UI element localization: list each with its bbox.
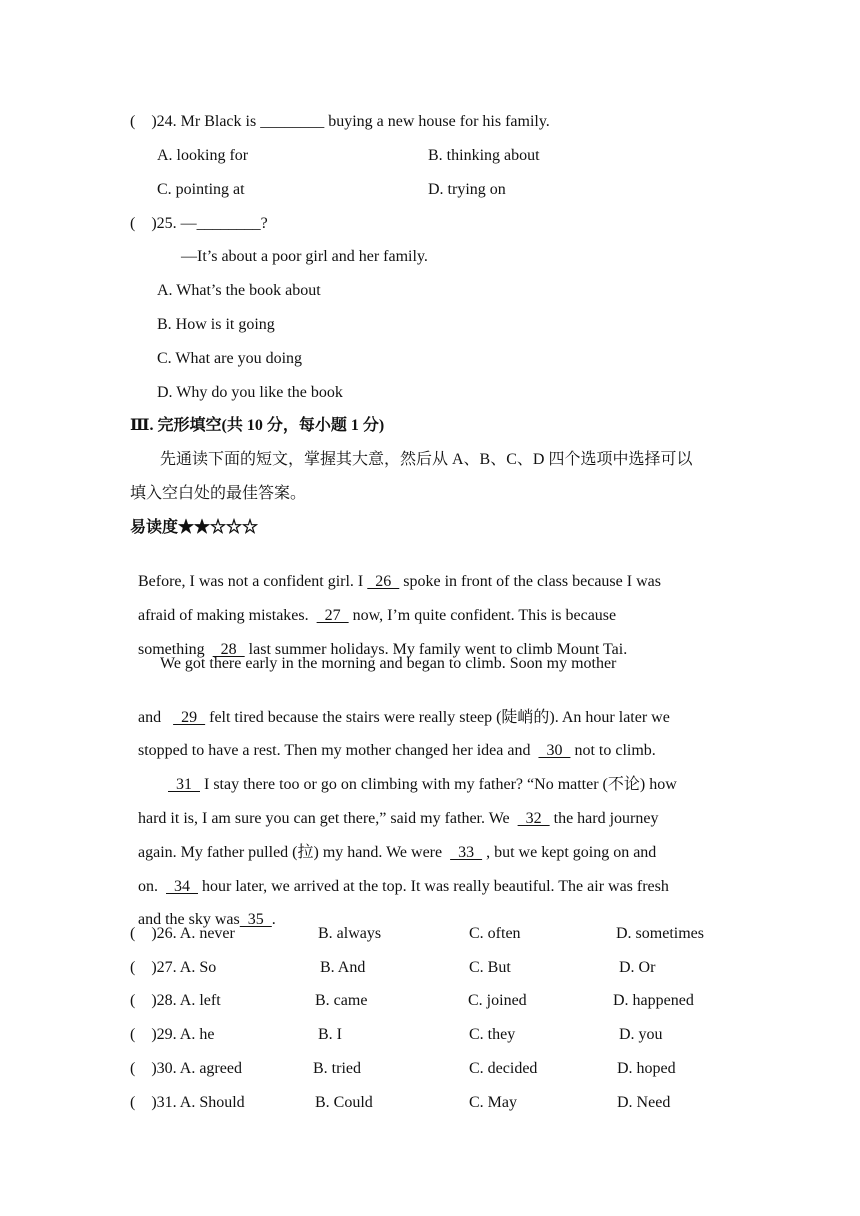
- q31-option-b: B. Could: [315, 1094, 373, 1111]
- section-instruction-line1: 先通读下面的短文，掌握其大意，然后从 A、B、C、D 四个选项中选择可以: [160, 451, 693, 468]
- q28-option-d: D. happened: [613, 992, 694, 1009]
- q25-option-b: B. How is it going: [157, 316, 275, 333]
- blank-26: 26: [367, 573, 400, 590]
- blank-27: 27: [316, 607, 349, 624]
- q27-option-d: D. Or: [619, 959, 656, 976]
- difficulty-rating: 易读度★★☆☆☆: [130, 519, 259, 536]
- q29-option-b: B. I: [318, 1026, 342, 1043]
- passage-text: afraid of making mistakes.: [138, 607, 317, 624]
- q24-option-b: B. thinking about: [428, 147, 540, 164]
- q25-option-c: C. What are you doing: [157, 350, 303, 367]
- blank-28: 28: [212, 641, 245, 658]
- q29-option-d: D. you: [619, 1026, 663, 1043]
- q30-option-b: B. tried: [313, 1060, 361, 1077]
- blank-34: 34: [166, 878, 198, 895]
- q30-option-a: ( )30. A. agreed: [130, 1060, 242, 1077]
- passage-text: Before, I was not a confident girl. I: [138, 573, 368, 590]
- section-heading: Ⅲ. 完形填空(共 10 分，每小题 1 分): [130, 417, 385, 434]
- q26-option-a: ( )26. A. never: [130, 925, 235, 942]
- blank-31: 31: [168, 776, 200, 793]
- q27-option-c: C. But: [469, 959, 511, 976]
- q31-option-a: ( )31. A. Should: [130, 1094, 245, 1111]
- section-instruction-line2: 填入空白处的最佳答案。: [130, 485, 307, 502]
- q26-option-c: C. often: [469, 925, 521, 942]
- q25-option-d: D. Why do you like the book: [157, 384, 343, 401]
- question-25-stem: ( )25. —________?: [130, 215, 268, 232]
- q24-option-a: A. looking for: [157, 147, 249, 164]
- passage-text: and: [138, 709, 174, 726]
- q28-option-a: ( )28. A. left: [130, 992, 221, 1009]
- passage-text: and the sky was: [138, 911, 240, 928]
- question-24-stem: ( )24. Mr Black is ________ buying a new house for his family.: [130, 113, 550, 130]
- passage-text: on.: [138, 878, 166, 895]
- blank-32: 32: [517, 810, 550, 827]
- q27-option-a: ( )27. A. So: [130, 959, 217, 976]
- passage-text: hard it is, I am sure you can get there,” said my father. We: [138, 810, 518, 827]
- q27-option-b: B. And: [320, 959, 366, 976]
- passage-text: stopped to have a rest. Then my mother changed her idea and: [138, 742, 539, 759]
- question-25-reply: —It’s about a poor girl and her family.: [181, 248, 428, 265]
- blank-33: 33: [450, 844, 483, 861]
- passage-text: now, I’m quite confident. This is because: [348, 607, 617, 624]
- q30-option-c: C. decided: [469, 1060, 538, 1077]
- passage-text: something: [138, 641, 213, 658]
- q24-option-c: C. pointing at: [157, 181, 245, 198]
- q29-option-c: C. they: [469, 1026, 516, 1043]
- blank-35: 35: [239, 911, 272, 928]
- blank-30: 30: [538, 742, 571, 759]
- passage-text: felt tired because the stairs were really steep (陡峭的). An hour later we: [205, 709, 670, 726]
- q26-option-d: D. sometimes: [616, 925, 704, 942]
- q28-option-c: C. joined: [468, 992, 527, 1009]
- passage-text: again. My father pulled (拉) my hand. We were: [138, 844, 451, 861]
- q30-option-d: D. hoped: [617, 1060, 676, 1077]
- passage-text: hour later, we arrived at the top. It was really beautiful. The air was fresh: [198, 878, 669, 895]
- q28-option-b: B. came: [315, 992, 368, 1009]
- passage-text: the hard journey: [549, 810, 659, 827]
- passage-text: I stay there too or go on climbing with my father? “No matter (不论) how: [200, 776, 677, 793]
- passage-text: not to climb.: [570, 742, 656, 759]
- q26-option-b: B. always: [318, 925, 382, 942]
- passage-line: We got there early in the morning and began to climb. Soon my mother: [160, 655, 617, 672]
- blank-29: 29: [173, 709, 206, 726]
- q25-option-a: A. What’s the book about: [157, 282, 321, 299]
- passage-text: , but we kept going on and: [482, 844, 657, 861]
- q31-option-d: D. Need: [617, 1094, 671, 1111]
- q31-option-c: C. May: [469, 1094, 517, 1111]
- q24-option-d: D. trying on: [428, 181, 506, 198]
- q29-option-a: ( )29. A. he: [130, 1026, 215, 1043]
- passage-text: last summer holidays. My family went to climb Mount Tai.: [244, 641, 628, 658]
- passage-text: .: [271, 911, 276, 928]
- passage-text: spoke in front of the class because I was: [399, 573, 661, 590]
